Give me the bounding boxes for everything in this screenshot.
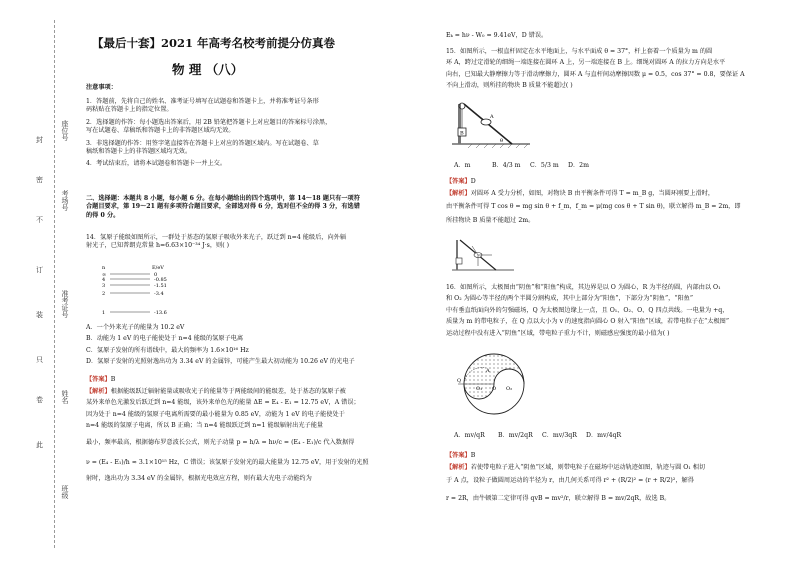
note-line: 写在试题卷、草稿纸和答题卡上的非答题区域均无效。 xyxy=(86,127,235,135)
label-o: O xyxy=(492,386,497,392)
notes-list xyxy=(86,98,331,169)
note-line: 码粘贴在答题卡上的指定位置。 xyxy=(86,106,173,114)
label-b: B xyxy=(460,130,464,137)
q15-stem-line: 不向上滑动，则所挂的物块 B 质量不能超过( ) xyxy=(446,82,573,90)
analysis-tag: 【解析】 xyxy=(446,190,471,197)
level-n: 4 xyxy=(102,277,106,283)
label-q: Q xyxy=(457,378,462,384)
answer-tag: 【答案】 xyxy=(446,452,471,459)
q15-stem-line: 环 A，跨过定滑轮的细绳一端连接在圆环 A 上，另一端连接在 B 上。细绳对圆环 A 的拉力方向是水平 xyxy=(446,59,726,67)
q15-stem-line: 向右，已知最大静摩擦力等于滑动摩擦力，圆环 A 与直杆间动摩擦因数 μ = 0.5，cos 37° = 0.8，要保证 A xyxy=(446,70,745,78)
q14-stem-line: 14．氢原子能级如图所示，一群处于基态的氢原子吸收外来光子，跃迁到 n=4 能级后，向外辐 xyxy=(86,234,347,241)
q15-stem xyxy=(446,48,745,91)
q16-stem-line: 运动过程中没有进入“阴鱼”区域，带电粒子重力不计，则磁感应强度的最小值为( ) xyxy=(446,329,670,337)
q14-option-c: C．氢原子发射的所有谱线中，最大的频率为 1.6×10¹⁶ Hz xyxy=(86,346,249,354)
q15-option-b: B．4/3 m xyxy=(492,162,521,169)
answer-value: B xyxy=(470,452,476,459)
ground-hatch xyxy=(468,144,528,148)
answer-value: D xyxy=(470,178,476,185)
q15-incline-figure xyxy=(452,98,532,150)
analysis-line: 因为处于 n=4 能级的氢原子电离所需要的最小能量为 0.85 eV，动能为 1 eV 的电子能使处于 xyxy=(86,410,345,418)
q15-option-a: A．m xyxy=(454,162,471,169)
analysis-line: 射时，逸出功为 3.34 eV 的金属锌，根据光电效应方程，则有最大光电子动能约为 xyxy=(86,475,312,483)
note-line: 3．非选择题的作答：用签字笔直接答在答题卡上对应的答题区域内。写在试题卷、草 xyxy=(86,139,319,147)
q16-option-d: D．mv/4qR xyxy=(586,432,622,439)
yang-region xyxy=(464,354,524,399)
binding-char-6: 只 xyxy=(36,356,43,364)
level-inf xyxy=(102,272,157,278)
section2-instructions xyxy=(86,195,360,220)
section2-line: 的得 0 分。 xyxy=(86,211,120,219)
notes-heading: 注意事项： xyxy=(86,84,117,91)
note-line: 2．选择题的作答：每小题选出答案后，用 2B 铅笔把答题卡上对应题目的答案标号涂黑， xyxy=(86,118,332,126)
block-b xyxy=(456,258,462,264)
label-a: A xyxy=(486,368,490,374)
label-o2: O₂ xyxy=(506,386,513,392)
q16-analysis xyxy=(446,464,705,503)
analysis-line: 某外来单色光激发后跃迁到 n=4 能级，该外来单色光的能量 ΔE = E₄ - E₁ = 12.75 eV，A 错误； xyxy=(86,399,360,407)
support-post xyxy=(458,104,461,144)
q15-answer xyxy=(446,178,476,186)
level-e: 0 xyxy=(154,272,158,278)
q14-answer xyxy=(86,376,115,384)
q16-stem-line: 16．如图所示，太极图由“阴鱼”和“阳鱼”构成，其边界是以 O 为圆心，R 为半径的圆，内部由以 O₁ xyxy=(446,284,721,291)
analysis-line: 由平衡条件可得 T cos θ = mg sin θ + f_m，f_m = μ(mg cos θ + T sin θ)，联立解得 m_B = 2m，即 xyxy=(446,203,741,211)
field-seat-number: 座位号 xyxy=(61,120,69,141)
level-n: 1 xyxy=(102,310,106,316)
answer-tag: 【答案】 xyxy=(446,178,471,185)
q14-option-b: B．动能为 1 eV 的电子能使处于 n=4 能级的氢原子电离 xyxy=(86,335,244,343)
level-e: -0.85 xyxy=(154,277,167,283)
analysis-text: 若使带电粒子进入“阴鱼”区域，则带电粒子在磁场中运动轨迹如图，轨迹与圆 O₁ 相切 xyxy=(470,464,706,471)
q15-stem-line: 15．如图所示，一根直杆固定在水平地面上，与水平面成 θ = 37°，杆上套着一个质量为 m 的圆 xyxy=(446,48,713,55)
note-line: 4．考试结束后，请将本试题卷和答题卡一并上交。 xyxy=(86,160,227,168)
level-n: 3 xyxy=(102,283,106,289)
binding-dashed-line xyxy=(54,20,55,548)
q16-answer xyxy=(446,452,475,460)
q14-option-d: D．氢原子发射的光照射逸出功为 3.34 eV 的金属锌，可能产生最大初动能为 10.26 eV 的光电子 xyxy=(86,358,355,366)
subject-title: 物 理 （八） xyxy=(172,62,244,77)
analysis-line: ν = (E₄ - E₁)/h ≈ 3.1×10¹⁵ Hz，C 错误；该氢原子发射光的最大能量为 12.75 eV，用于发射的光照 xyxy=(86,459,369,467)
q14-analysis xyxy=(86,388,369,484)
q16-stem-line: 质量为 m 的带电粒子，在 Q 点以大小为 v 的速度指向圆心 O 射入“阳鱼”区域，若带电粒子在“太极图” xyxy=(446,318,730,326)
q14-stem-line: 射光子，已知普朗克常量 h=6.63×10⁻³⁴ J·s，则( ) xyxy=(86,242,230,250)
note-line: 1．答题前，先将自己的姓名、准考证号填写在试题卷和答题卡上，并将准考证号条形 xyxy=(86,98,319,105)
level-e: -3.4 xyxy=(154,291,164,297)
section2-line: 二、选择题：本题共 8 小题，每小题 6 分。在每小题给出的四个选项中，第 14～18 题只有一项符 xyxy=(86,195,360,202)
level-2 xyxy=(102,291,164,297)
q15-analysis xyxy=(446,190,741,225)
analysis-text: 根据能级跃迁辐射能量或吸收光子的能量等于两能级间的能级差，处于基态的氢原子被 xyxy=(110,388,346,395)
analysis-line: r = 2R，由牛顿第二定律可得 qvB = mv²/r，联立解得 B = mv/2qR，故选 B。 xyxy=(446,494,671,502)
label-o1: O₁ xyxy=(476,386,483,392)
q16-option-a: A．mv/qR xyxy=(454,432,485,439)
q16-option-b: B．mv/2qR xyxy=(498,432,533,439)
q16-options xyxy=(454,430,634,442)
support-post xyxy=(456,240,458,270)
unit-e-label: E/eV xyxy=(152,265,164,271)
analysis-line: 于 A 点，设粒子做圆周运动的半径为 r，由几何关系可得 r² + (R/2)² = (r + R/2)²，解得 xyxy=(446,477,694,485)
binding-char-5: 装 xyxy=(36,311,43,319)
analysis-line: n=4 能级的氢原子电离，所以 B 正确；当 n=4 能级跃迁到 n=1 能级辐射出光子能量 xyxy=(86,422,324,430)
level-n: 2 xyxy=(102,291,106,297)
q16-option-c: C．mv/3qR xyxy=(542,432,577,439)
analysis-line xyxy=(446,190,741,198)
level-e: -13.6 xyxy=(154,310,167,316)
q15-option-d: D．2m xyxy=(568,162,589,169)
level-3 xyxy=(102,283,167,289)
q14-stem xyxy=(86,234,346,251)
exam-title: 【最后十套】2021 年高考名校考前提分仿真卷 xyxy=(92,36,336,50)
analysis-line xyxy=(446,464,705,472)
label-a: A xyxy=(490,114,494,120)
level-1 xyxy=(102,310,167,316)
q14-continuation: Eₖ = hν - W₀ = 9.41eV，D 错误。 xyxy=(446,32,548,39)
q15-options xyxy=(454,160,614,170)
analysis-line: 最小，频率最高，根据德布罗意波长公式，则光子动量 p = h/λ = hν/c = (E₄ - E₁)/c 代入数据得 xyxy=(86,438,355,446)
field-class: 班级 xyxy=(61,485,69,499)
q15-option-c: C．5/3 m xyxy=(530,162,559,169)
q14-options xyxy=(86,324,355,367)
field-exam-room: 考场号 xyxy=(61,190,69,211)
rope-to-ring xyxy=(464,104,484,120)
analysis-line: 所挂物块 B 质量不能超过 2m。 xyxy=(446,216,535,224)
level-e: -1.51 xyxy=(154,283,167,289)
analysis-line xyxy=(86,388,369,396)
analysis-tag: 【解析】 xyxy=(86,388,111,395)
unit-n-label: n xyxy=(102,265,106,271)
binding-char-7: 卷 xyxy=(36,396,43,404)
q16-stem xyxy=(446,284,729,338)
binding-char-1: 封 xyxy=(36,136,43,144)
taiji-figure xyxy=(456,346,532,422)
q16-stem-line: 中有垂直纸面向外的匀强磁场，Q 为太极图边缘上一点，且 O₁、O₂、O、Q 四点共线。一电量为 +q， xyxy=(446,306,729,314)
field-admission-number: 准考证号 xyxy=(61,290,69,318)
binding-char-4: 订 xyxy=(36,266,43,274)
note-line: 稿纸和答题卡上的非答题区域均无效。 xyxy=(86,148,192,156)
answer-value: B xyxy=(110,376,116,383)
field-name: 姓名 xyxy=(61,390,69,404)
q14-option-a: A．一个外来光子的能量为 10.2 eV xyxy=(86,324,185,331)
binding-char-3: 不 xyxy=(36,216,43,224)
section2-line: 合题目要求，第 19～21 题有多项符合题目要求，全部选对得 6 分，选对但不全的得 3 分，有选错 xyxy=(86,203,360,211)
answer-tag: 【答案】 xyxy=(86,376,111,383)
q15-force-diagram xyxy=(452,236,516,276)
analysis-tag: 【解析】 xyxy=(446,464,471,471)
binding-char-2: 密 xyxy=(36,176,43,184)
analysis-text: 对圆环 A 受力分析，如图，对物块 B 由平衡条件可得 T = m_B g，当圆环刚要上滑时， xyxy=(470,190,715,197)
label-theta: θ xyxy=(500,138,504,144)
level-n: ∞ xyxy=(102,272,107,278)
q16-stem-line: 和 O₂ 为圆心等半径的两个半圆分割构成，其中上部分为“阳鱼”，下部分为“阴鱼”，“阳鱼” xyxy=(446,295,694,303)
binding-char-8: 此 xyxy=(36,441,43,449)
energy-level-diagram xyxy=(98,262,188,318)
